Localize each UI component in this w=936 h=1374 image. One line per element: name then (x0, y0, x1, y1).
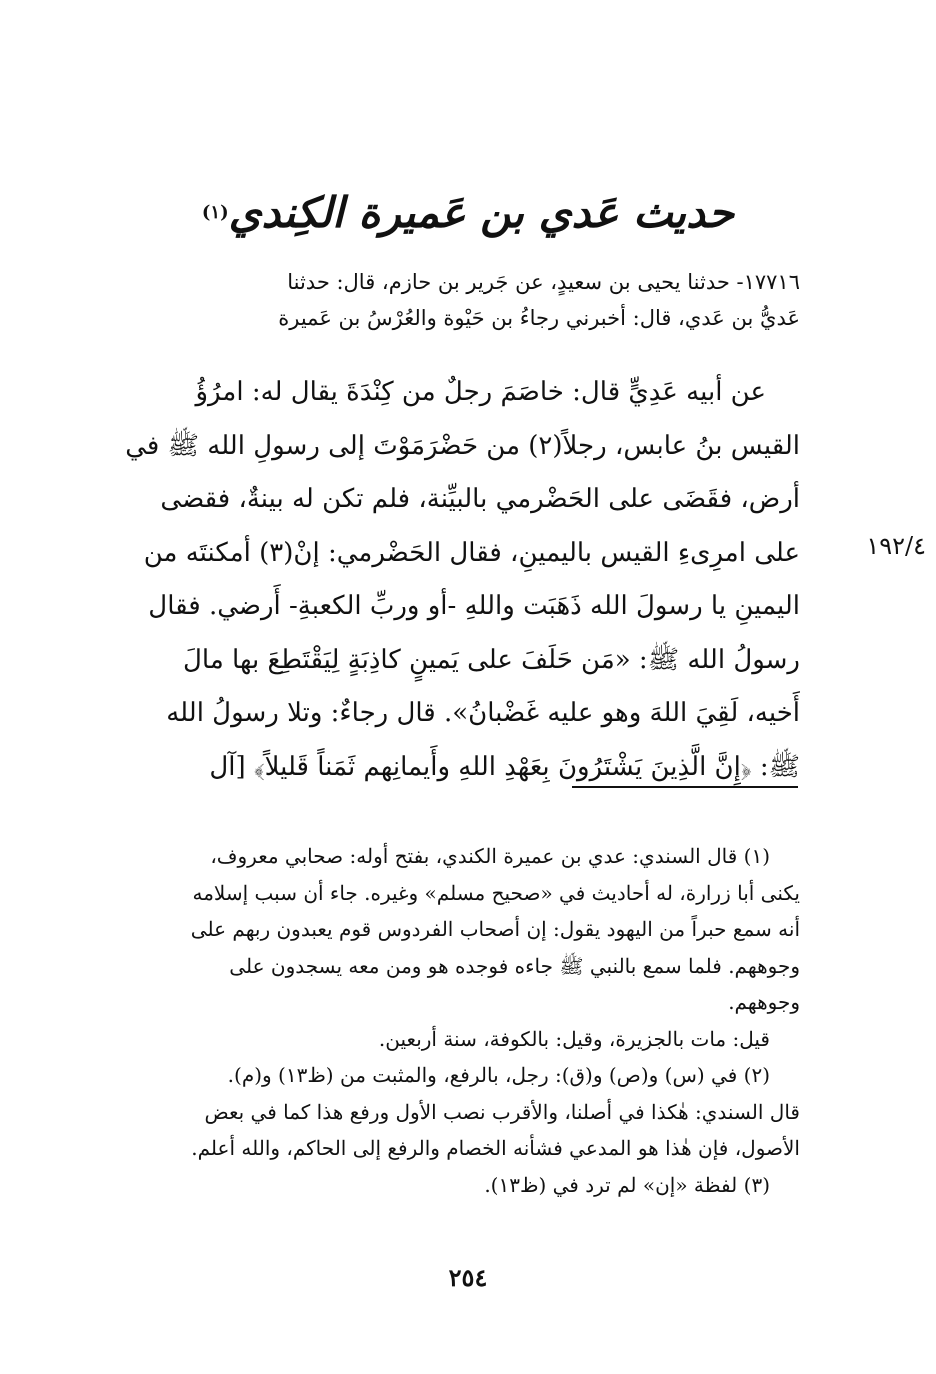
footnote-separator (572, 786, 798, 788)
margin-volume-reference: ١٩٢/٤ (866, 532, 926, 560)
hadith-line: ﷺ: ﴿إِنَّ الَّذِينَ يَشْتَرُونَ بِعَهْدِ اللهِ وأَيمانِهم ثَمَناً قَليلاً﴾ [آل (209, 751, 800, 782)
footnote-line: قال السندي: هٰكذا في أصلنا، والأقرب نصب الأول ورفع هذا كما في بعض (204, 1099, 800, 1124)
hadith-line: على امرِىءِ القيس باليمينِ، فقال الحَضْرمي: إنْ(٣) أمكنتَه من (143, 537, 800, 568)
hadith-line: اليمينِ يا رسولَ الله ذَهَبَت واللهِ -أو وربِّ الكعبةِ- أَرضي. فقال (148, 591, 800, 621)
hadith-line: عن أبيه عَدِيٍّ قال: خاصَمَ رجلٌ من كِنْدَةَ يقال له: امرُؤُ (195, 377, 766, 407)
footnote-line: وجوههم. فلما سمع بالنبي ﷺ جاءه فوجده هو ومن معه يسجدون على (229, 953, 800, 978)
footnote-line: قيل: مات بالجزيرة، وقيل: بالكوفة، سنة أربعين. (378, 1026, 770, 1051)
footnote-line: وجوههم. (728, 990, 800, 1014)
page-number: ٢٥٤ (448, 1263, 488, 1292)
isnad-line: ١٧٧١٦- حدثنا يحيى بن سعيدٍ، عن جَرير بن حازم، قال: حدثنا (287, 270, 800, 294)
isnad-line: عَديُّ بن عَدي، قال: أخبرني رجاءُ بن حَيْوة والعُرْسُ بن عَميرة (278, 306, 800, 330)
hadith-line: أَخيه، لَقِيَ اللهَ وهو عليه غَضْبانُ». قال رجاءٌ: وتلا رسولُ الله (166, 698, 800, 728)
hadith-isnad (100, 264, 800, 336)
title-footnote-marker: (١) (201, 202, 229, 223)
chapter-title (0, 178, 936, 248)
footnote-line: (٢) في (س) و(ص) و(ق): رجل، بالرفع، والمثبت من (ظ١٣) و(م). (227, 1063, 770, 1087)
footnote-line: يكنى أبا زرارة، له أحاديث في «صحيح مسلم» وغيره. جاء أن سبب إسلامه (192, 880, 800, 905)
footnote-line: أنه سمع حبراً من اليهود يقول: إن أصحاب الفردوس قوم يعبدون ربهم على (190, 917, 800, 941)
hadith-line: القيس بنُ عابس، رجلاً(٢) من حَضْرَمَوْتَ إلى رسولِ الله ﷺ في (125, 430, 800, 461)
hadith-text (100, 366, 800, 794)
footnotes (100, 838, 800, 1203)
footnote-line: (٣) لفظة «إن» لم ترد في (ظ١٣). (484, 1172, 770, 1197)
hadith-line: رسولُ الله ﷺ: «مَن حَلَفَ على يَمينٍ كاذِبَةٍ لِيَقْتَطِعَ بها مالَ (183, 644, 800, 675)
chapter-title-text: حديث عَدي بن عَميرة الكِندي (228, 188, 735, 237)
footnote-line: (١) قال السندي: عدي بن عميرة الكندي، بفتح أوله: صحابي معروف، (210, 844, 770, 868)
footnote-line: الأصول، فإن هٰذا هو المدعي فشأنه الخصام والرفع إلى الحاكم، والله أعلم. (191, 1136, 800, 1160)
hadith-line: أرض، فقَضَى على الحَضْرمي بالبيِّنة، فلم تكن له بينةٌ، فقضى (160, 484, 800, 514)
